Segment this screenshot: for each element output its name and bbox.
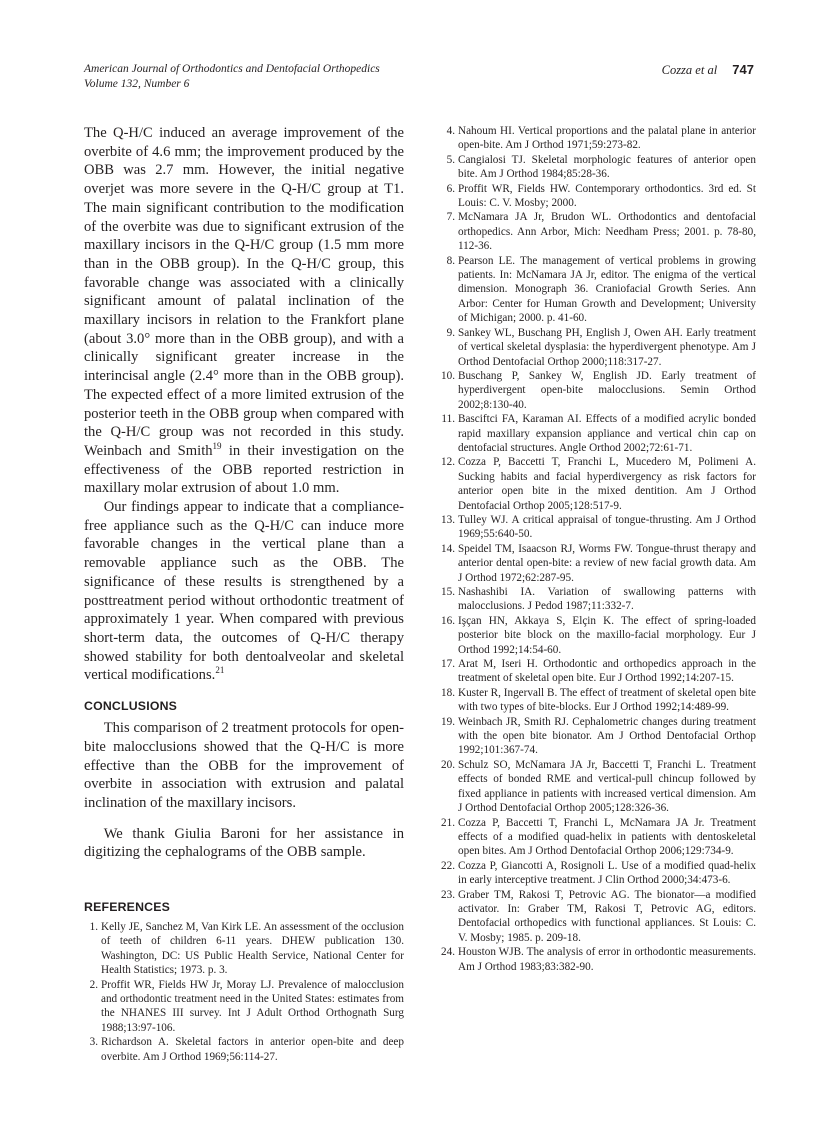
reference-item <box>441 369 756 412</box>
reference-number: 14. <box>441 542 455 555</box>
reference-item <box>441 686 756 715</box>
citation-19: 19 <box>212 440 222 451</box>
reference-item <box>441 585 756 614</box>
reference-text: Proffit WR, Fields HW. Contemporary orthodontics. 3rd ed. St Louis: C. V. Mosby; 2000. <box>458 182 756 210</box>
reference-text: Kelly JE, Sanchez M, Van Kirk LE. An assessment of the occlusion of teeth of children 6-11 years. DHEW publication 130. Washington, DC: US Public Health Service, National Center for Health Statistics; 1973. p. 3. <box>101 921 404 977</box>
paragraph-text: Our findings appear to indicate that a compliance-free appliance such as the Q-H/C can induce more favorable changes in the vertical plane than a removable appliance such as the OBB. The significance of these results is strengthened by a posttreatment period without orthodontic treatment of approximately 1 year. When compared with previous short-term data, the outcomes of Q-H/C therapy showed stability for both dentoalveolar and skeletal vertical modifications. <box>84 499 404 684</box>
reference-number: 24. <box>441 946 455 959</box>
reference-number: 3. <box>89 1036 98 1049</box>
reference-number: 11. <box>441 413 455 426</box>
reference-item <box>441 153 756 182</box>
running-header <box>84 62 754 96</box>
reference-item <box>441 412 756 455</box>
journal-title: American Journal of Orthodontics and Dentofacial Orthopedics <box>84 63 380 75</box>
reference-item <box>441 513 756 542</box>
citation-21: 21 <box>215 665 225 676</box>
reference-number: 16. <box>441 614 455 627</box>
reference-item <box>441 945 756 974</box>
reference-item <box>441 182 756 211</box>
reference-text: Işçan HN, Akkaya S, Elçin K. The effect of spring-loaded posterior bite block on the maxillo-facial morphology. Eur J Orthod 1992;14:54-60. <box>458 614 756 656</box>
reference-number: 17. <box>441 658 455 671</box>
reference-item <box>441 888 756 946</box>
reference-text: Pearson LE. The management of vertical problems in growing patients. In: McNamara JA Jr, editor. The enigma of the vertical dimension. Monograph 36. Craniofacial Growth Series. Ann Arbor: Center for Human Growth and Development; University of Michigan; 2000. p. 41-60. <box>458 254 756 325</box>
reference-item <box>84 978 404 1036</box>
reference-number: 12. <box>441 456 455 469</box>
reference-item <box>441 758 756 816</box>
reference-text: Cozza P, Baccetti T, Franchi L, Mucedero M, Polimeni A. Sucking habits and facial hyperdivergency as risk factors for anterior open bite in the mixed dentition. Am J Orthod Dentofacial Orthop 2005;128:517-9. <box>458 456 756 512</box>
left-column <box>84 124 404 1064</box>
page-number: 747 <box>732 62 754 77</box>
reference-number: 20. <box>441 758 455 771</box>
reference-number: 22. <box>441 859 455 872</box>
reference-number: 8. <box>446 254 455 267</box>
conclusions-heading: CONCLUSIONS <box>84 699 178 714</box>
reference-item <box>84 920 404 978</box>
reference-text: Nahoum HI. Vertical proportions and the palatal plane in anterior open-bite. Am J Orthod 1971;59:273-82. <box>458 125 756 152</box>
reference-number: 6. <box>446 182 455 195</box>
acknowledgment-paragraph: We thank Giulia Baroni for her assistance in digitizing the cephalograms of the OBB sample. <box>84 825 404 861</box>
reference-text: Tulley WJ. A critical appraisal of tongue-thrusting. Am J Orthod 1969;55:640-50. <box>458 513 756 541</box>
reference-number: 2. <box>89 978 98 991</box>
reference-number: 5. <box>446 153 455 166</box>
reference-text: Houston WJB. The analysis of error in orthodontic measurements. Am J Orthod 1983;83:382-90. <box>458 946 756 973</box>
paragraph-text: in their investigation on the effectiveness of the OBB reported restriction in maxillary molar extrusion of about 1.0 mm. <box>84 442 404 497</box>
reference-text: Richardson A. Skeletal factors in anterior open-bite and deep overbite. Am J Orthod 1969;56:114-27. <box>101 1036 404 1063</box>
reference-number: 1. <box>89 921 98 934</box>
reference-number: 7. <box>446 211 455 224</box>
reference-list-right <box>441 124 756 974</box>
reference-item <box>441 254 756 326</box>
reference-text: Basciftci FA, Karaman AI. Effects of a modified acrylic bonded rapid maxillary expansion appliance and vertical chin cap on dentofacial structures. Angle Orthod 2002;72:61-71. <box>458 413 756 454</box>
reference-item <box>441 614 756 657</box>
reference-item <box>441 326 756 369</box>
conclusions-paragraph: This comparison of 2 treatment protocols for open-bite malocclusions showed that the Q-H/C is more effective than the OBB for the improvement of overbite in association with extrusion and palatal inclination of the maxillary incisors. <box>84 720 404 811</box>
reference-text: Schulz SO, McNamara JA Jr, Baccetti T, Franchi L. Treatment effects of bonded RME and vertical-pull chincup followed by fixed appliance in patients with increased vertical dimension. Am J Orthod Dentofacial Orthop 2005;128:326-36. <box>458 758 756 815</box>
reference-list-left <box>84 920 404 1064</box>
reference-number: 21. <box>441 816 455 829</box>
reference-item <box>84 1035 404 1064</box>
reference-text: Speidel TM, Isaacson RJ, Worms FW. Tongue-thrust therapy and anterior dental open-bite: a review of new facial growth data. Am J Orthod 1972;62:287-95. <box>458 542 756 584</box>
reference-text: Sankey WL, Buschang PH, English J, Owen AH. Early treatment of vertical skeletal dysplasia: the hyperdivergent phenotype. Am J Orthod Dentofacial Orthop 2000;118:317-27. <box>458 326 756 368</box>
reference-number: 4. <box>446 125 455 137</box>
reference-item <box>441 124 756 153</box>
paragraph-text: The Q-H/C induced an average improvement of the overbite of 4.6 mm; the improvement produced by the OBB was 2.7 mm. However, the initial negative overjet was more severe in the Q-H/C group at T1. The main significant contribution to the modification of the overbite was due to significant extrusion of the maxillary incisors in the Q-H/C group (1.5 mm more than in the OBB group). In the Q-H/C group, this favorable change was associated with a clinically significant amount of palatal inclination of the maxillary incisors in relation to the Frankfort plane (about 3.0° more than in the OBB group), and with a clinically significant greater increase in the interincisal angle (2.4° more than in the OBB group). The expected effect of a more limited extrusion of the posterior teeth in the OBB group when compared with the Q-H/C group was not recorded in this study. Weinbach and Smith <box>84 125 404 459</box>
reference-number: 10. <box>441 369 455 382</box>
journal-info <box>84 62 380 92</box>
reference-text: Arat M, Iseri H. Orthodontic and orthopedics approach in the treatment of skeletal open bite. Eur J Orthod 1992;14:207-15. <box>458 658 756 685</box>
running-authors: Cozza et al <box>661 63 718 77</box>
reference-text: Cozza P, Giancotti A, Rosignoli L. Use of a modified quad-helix in early interceptive treatment. J Clin Orthod 2000;34:473-6. <box>458 859 756 887</box>
discussion-paragraph-1 <box>84 124 404 498</box>
reference-number: 23. <box>441 888 455 901</box>
reference-number: 15. <box>441 586 455 598</box>
reference-text: Cangialosi TJ. Skeletal morphologic features of anterior open bite. Am J Orthod 1984;85:28-36. <box>458 153 756 181</box>
reference-text: Proffit WR, Fields HW Jr, Moray LJ. Prevalence of malocclusion and orthodontic treatment need in the United States: estimates from the NHANES III survey. Int J Adult Orthod Orthognath Surg 1988;13:97-106. <box>101 978 404 1034</box>
reference-item <box>441 542 756 585</box>
reference-text: Graber TM, Rakosi T, Petrovic AG. The bionator—a modified activator. In: Graber TM, Rakosi T, Petrovic AG, editors. Dentofacial orthopedics with functional appliances. St Louis: C. V. Mosby; 1985. p. 209-18. <box>458 888 756 944</box>
reference-item <box>441 715 756 758</box>
discussion-paragraph-2 <box>84 498 404 685</box>
reference-number: 9. <box>446 326 455 339</box>
reference-item <box>441 657 756 686</box>
reference-item <box>441 455 756 513</box>
reference-text: Nashashibi IA. Variation of swallowing patterns with malocclusions. J Pedod 1987;11:332-7. <box>458 586 756 613</box>
reference-text: Weinbach JR, Smith RJ. Cephalometric changes during treatment with the open bite bionator. Am J Orthod Dentofacial Orthop 1992;101:367-74. <box>458 715 756 757</box>
right-column <box>441 124 756 974</box>
reference-item <box>441 210 756 253</box>
reference-number: 19. <box>441 715 455 728</box>
reference-item <box>441 859 756 888</box>
reference-text: Buschang P, Sankey W, English JD. Early treatment of hyperdivergent open-bite malocclusions. Semin Orthod 2002;8:130-40. <box>458 369 756 411</box>
references-heading: REFERENCES <box>84 900 171 915</box>
reference-text: McNamara JA Jr, Brudon WL. Orthodontics and dentofacial orthopedics. Ann Arbor, Mich: Needham Press; 2001. p. 78-80, 112-36. <box>458 211 756 253</box>
reference-text: Kuster R, Ingervall B. The effect of treatment of skeletal open bite with two types of bite-blocks. Eur J Orthod 1992;14:489-99. <box>458 686 756 714</box>
reference-number: 18. <box>441 686 455 699</box>
journal-volume: Volume 132, Number 6 <box>84 78 190 90</box>
reference-text: Cozza P, Baccetti T, Franchi L, McNamara JA Jr. Treatment effects of a modified quad-helix in patients with dentoskeletal open bites. Am J Orthod Dentofacial Orthop 2006;129:734-9. <box>458 816 756 858</box>
running-author-page <box>662 62 754 78</box>
reference-number: 13. <box>441 513 455 526</box>
reference-item <box>441 816 756 859</box>
